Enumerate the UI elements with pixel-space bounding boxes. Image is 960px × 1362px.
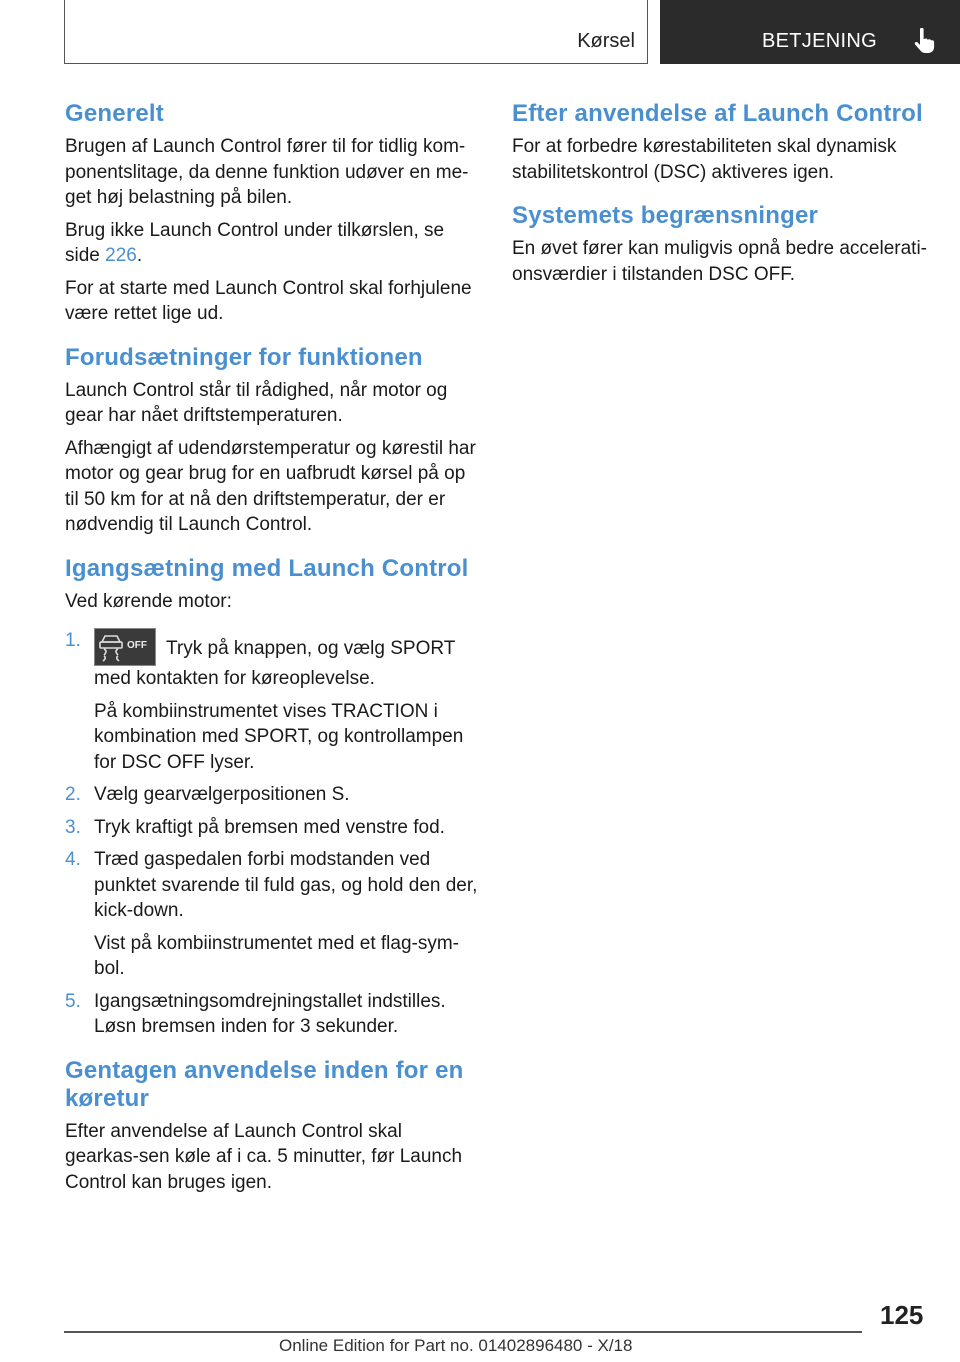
paragraph: Brugen af Launch Control fører til for tidlig kom-ponentslitage, da denne funktion udøver en me-get høj belastning på bilen. (65, 136, 469, 208)
step-text: Vælg gearvælgerpositionen S. (94, 784, 350, 805)
footer-divider (64, 1331, 862, 1333)
step-text: Tryk på knappen, og vælg SPORT med kontakten for køreoplevelse. (94, 638, 456, 689)
svg-text:OFF: OFF (127, 640, 147, 651)
step-note: På kombiinstrumentet vises TRACTION i kombination med SPORT, og kontrollampen for DSC OFF lyser. (94, 700, 464, 773)
step-number: 2. (65, 784, 81, 805)
dsc-off-button-icon (94, 628, 156, 666)
paragraph: For at forbedre kørestabiliteten skal dynamisk stabilitetskontrol (DSC) aktiveres igen. (512, 136, 897, 183)
paragraph: En øvet fører kan muligvis opnå bedre accelerati-onsværdier i tilstanden DSC OFF. (512, 238, 928, 285)
paragraph: Ved kørende motor: (65, 590, 232, 612)
header-chapter-tab (660, 0, 960, 64)
text: Brug ikke Launch Control under tilkørslen, se side (65, 219, 445, 266)
header-section-box (64, 0, 648, 64)
left-column (65, 100, 480, 1212)
step-note: Vist på kombiinstrumentet med et flag-sym-bol. (94, 932, 460, 979)
page-link-226[interactable]: 226 (105, 245, 137, 266)
footer-edition: Online Edition for Part no. 01402896480 - X/18 (279, 1336, 633, 1355)
paragraph: Afhængigt af udendørstemperatur og kørestil har motor og gear brug for en uafbrudt kørsel på op til 50 km for at nå den driftstemperatur, der er nødvendig til Launch Control. (65, 437, 476, 535)
step-number: 5. (65, 990, 81, 1012)
step-number: 1. (65, 630, 81, 651)
list-item (65, 989, 480, 1040)
section-repeated-use (65, 1057, 480, 1196)
paragraph: Launch Control står til rådighed, når motor og gear har nået driftstemperaturen. (65, 379, 448, 426)
list-item (65, 815, 480, 841)
text: . (136, 245, 143, 266)
paragraph: For at starte med Launch Control skal forhjulene være rettet lige ud. (65, 277, 472, 324)
section-general (65, 100, 480, 327)
section-launch-start (65, 555, 480, 1040)
step-text: Tryk kraftigt på bremsen med venstre fod. (94, 816, 445, 838)
heading-limitations: Systemets begrænsninger (512, 202, 819, 229)
list-item (65, 782, 480, 808)
heading-launch-start: Igangsætning med Launch Control (65, 554, 469, 582)
steps-list (65, 628, 480, 1040)
pointing-hand-icon (914, 28, 936, 54)
step-text: Igangsætningsomdrejningstallet indstilles. Løsn bremsen inden for 3 sekunder. (94, 990, 446, 1037)
step-text: Træd gaspedalen forbi modstanden ved punktet svarende til fuld gas, og hold den der, kick-down. (94, 849, 478, 921)
header-chapter-title: BETJENING (762, 30, 877, 52)
list-item (65, 847, 480, 982)
section-after-use (512, 100, 932, 185)
step-number: 4. (65, 849, 81, 870)
page-number: 125 (880, 1300, 924, 1330)
list-item (65, 628, 480, 775)
paragraph: Efter anvendelse af Launch Control skal gearkas-sen køle af i ca. 5 minutter, før Launch Control kan bruges igen. (65, 1120, 463, 1193)
heading-after-use: Efter anvendelse af Launch Control (512, 100, 923, 127)
heading-general: Generelt (65, 100, 164, 127)
paragraph-with-link (65, 218, 480, 269)
heading-repeated-use: Gentagen anvendelse inden for en køretur (65, 1056, 464, 1112)
heading-prerequisites: Forudsætninger for funktionen (65, 343, 423, 371)
section-limitations (512, 202, 932, 287)
step-number: 3. (65, 816, 81, 838)
right-column (512, 100, 932, 304)
header-section-title: Kørsel (577, 30, 635, 52)
section-prerequisites (65, 344, 480, 538)
